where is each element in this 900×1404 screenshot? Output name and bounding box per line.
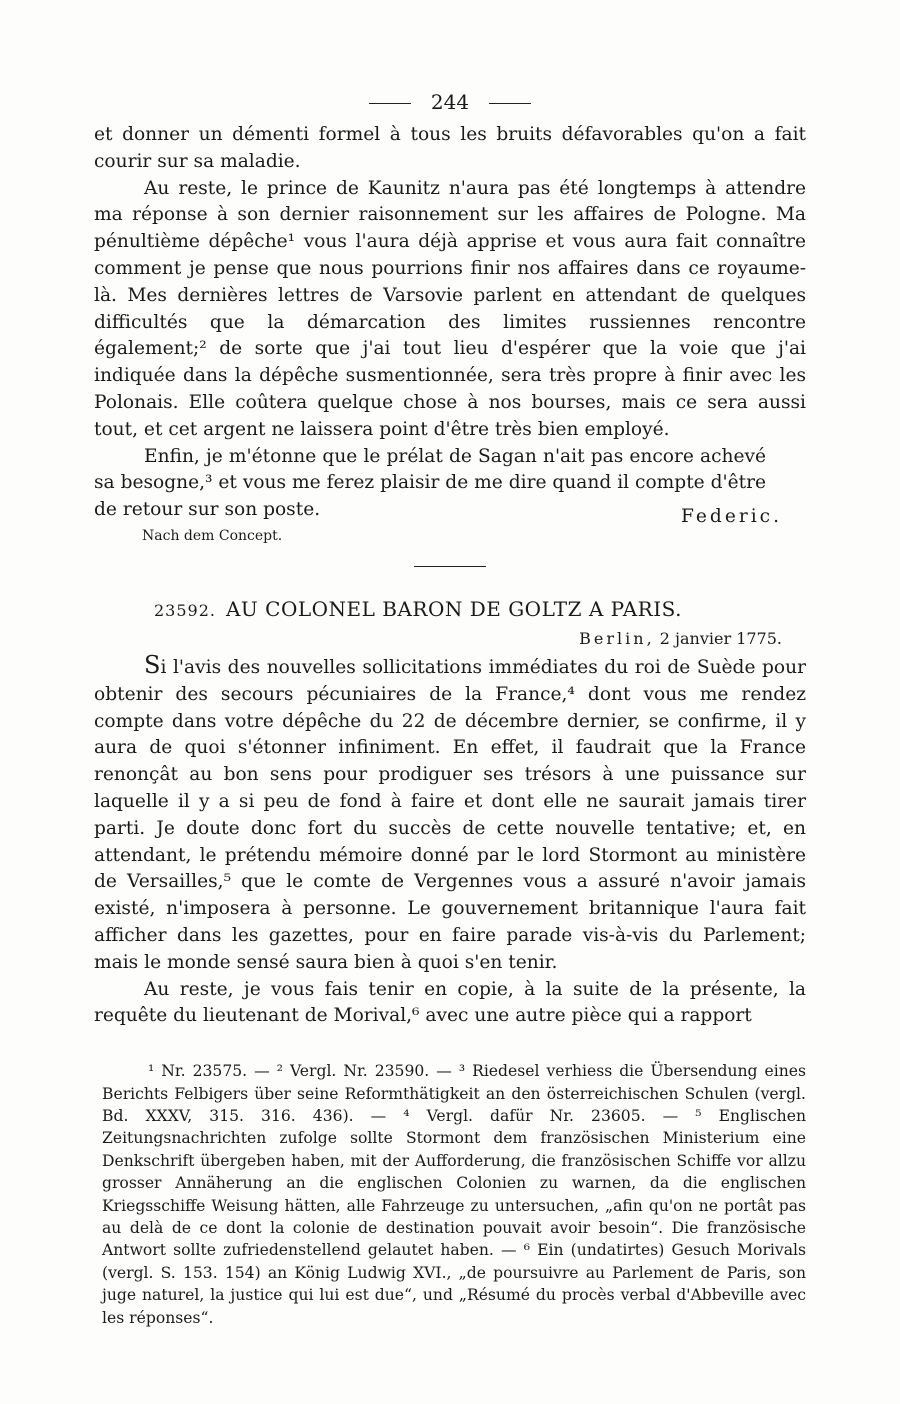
header-dash-right bbox=[489, 103, 531, 104]
letter-dateline bbox=[94, 629, 782, 648]
page-header bbox=[94, 82, 806, 122]
letter-paragraph-1 bbox=[94, 652, 806, 977]
page-number: 244 bbox=[430, 90, 470, 114]
letter-number: 23592. bbox=[154, 600, 216, 620]
page bbox=[94, 82, 806, 1329]
signature-row bbox=[94, 505, 806, 552]
letter-heading bbox=[94, 597, 806, 621]
footnotes bbox=[94, 1060, 806, 1329]
drop-letter: S bbox=[144, 650, 161, 679]
paragraph-sagan: Enfin, je m'étonne que le prélat de Sagan n'ait pas encore achevé sa besogne,³ et vous me ferez plaisir de me dire quand il compte d'être de retour sur son poste. bbox=[94, 445, 766, 521]
paragraph-continuation: et donner un démenti formel à tous les bruits défavorables qu'on a fait courir sur sa maladie. bbox=[94, 124, 806, 172]
letter-title: AU COLONEL BARON DE GOLTZ A PARIS. bbox=[225, 596, 682, 621]
letter-date: 2 janvier 1775. bbox=[659, 628, 782, 648]
letter-place: Berlin, bbox=[579, 628, 655, 648]
signature: Federic. bbox=[681, 505, 782, 527]
footnotes-text: ¹ Nr. 23575. — ² Vergl. Nr. 23590. — ³ Riedesel verhiess die Übersendung eines Berichts Felbigers über seine Reformthätigkeit an den österreichischen Schulen (vergl. Bd. XXXV, 315. 316. 436). — ⁴ Vergl. dafür Nr. 23605. — ⁵ Englischen Zeitungsnachrichten zufolge sollte Stormont dem französischen Ministerium eine Denkschrift übergeben haben, mit der Aufforderung, die französischen Schiffe vor allzu grosser Annäherung an die englischen Colonien zu warnen, da die englischen Kriegsschiffe Weisung hätten, alle Fahrzeuge zu untersuchen, „afin qu'on ne portât pas au delà de ce dont la colonie de destination pouvait avoir besoin“. Die französische Antwort sollte zufriedenstellend gelautet haben. — ⁶ Ein (undatirtes) Gesuch Morivals (vergl. S. 153. 154) an König Ludwig XVI., „de poursuivre au Parlement de Paris, son juge naturel, la justice qui lui est due“, und „Résumé du procès verbal d'Abbeville avec les réponses“. bbox=[102, 1062, 806, 1327]
letter-paragraph-1-text: i l'avis des nouvelles sollicitations immédiates du roi de Suède pour obtenir des secours pécuniaires de la France,⁴ dont vous me rendez compte dans votre dépêche du 22 de décembre dernier, se confirme, il y aura de quoi s'étonner infiniment. En effet, il faudrait que la France renonçât au bon sens pour prodiguer ses trésors à une puissance sur laquelle il y a si peu de fond à faire et dont elle ne saurait jamais tirer parti. Je doute donc fort du succès de cette nouvelle tentative; et, en attendant, le prétendu mémoire donné par le lord Stormont au ministère de Versailles,⁵ que le comte de Vergennes vous a assuré n'avoir jamais existé, n'imposera à personne. Le gouvernement britannique l'aura fait afficher dans les gazettes, pour en faire parade vis-à-vis du Parlement; mais le monde sensé saura bien à quoi s'en tenir. bbox=[94, 656, 806, 973]
source-note: Nach dem Concept. bbox=[142, 527, 283, 544]
section-divider bbox=[414, 566, 486, 567]
header-dash-left bbox=[369, 103, 411, 104]
paragraph-kaunitz: Au reste, le prince de Kaunitz n'aura pas été longtemps à attendre ma réponse à son dernier raisonnement sur les affaires de Pologne. Ma pénultième dépêche¹ vous l'aura déjà apprise et vous aura fait connaître comment je pense que nous pourrions finir nos affaires dans ce royaume-là. Mes dernières lettres de Varsovie parlent en attendant de quelques difficultés que la démarcation des limites russiennes rencontre également;² de sorte que j'ai tout lieu d'espérer que la voie que j'ai indiquée dans la dépêche susmentionnée, sera très propre à finir avec les Polonais. Elle coûtera quelque chose à nos bourses, mais ce sera aussi tout, et cet argent ne laissera point d'être très bien employé. bbox=[94, 177, 806, 440]
letter-paragraph-2: Au reste, je vous fais tenir en copie, à la suite de la présente, la requête du lieutenant de Morival,⁶ avec une autre pièce qui a rapport bbox=[94, 978, 806, 1027]
